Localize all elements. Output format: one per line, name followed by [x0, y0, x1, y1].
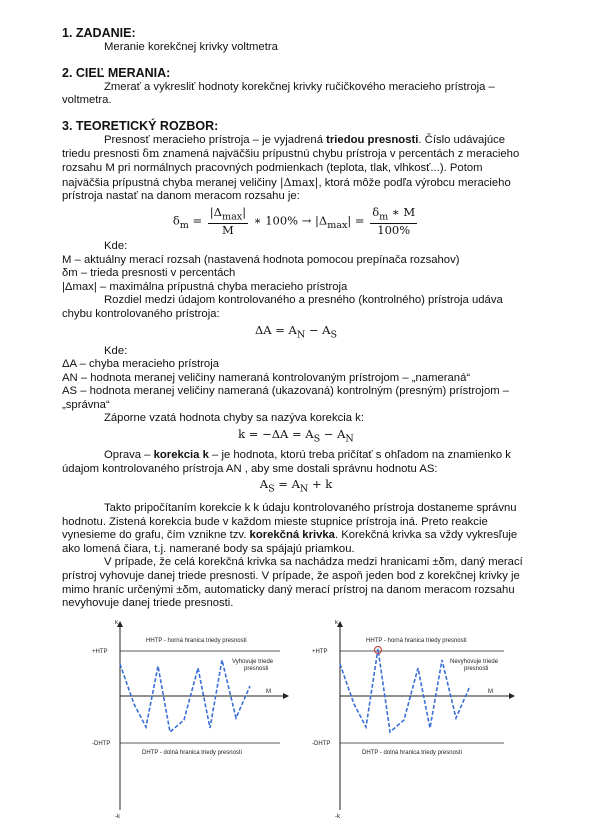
equation-4: $A_S = A_N + k$ — [259, 477, 333, 495]
definition-delta-A: ΔA – chyba meracieho prístroja — [62, 358, 219, 371]
equation-3: $k = -\Delta A = A_S - A_N$ — [238, 427, 354, 445]
bold-term: korekčná krivka — [249, 529, 335, 542]
k-label: k — [335, 620, 338, 626]
math-delta-m: δm — [142, 147, 160, 161]
x-axis-label: M — [266, 689, 271, 695]
lower-limit-caption: DHTP - dolná hranica triedy presnosti — [362, 750, 462, 756]
text: Takto pripočítaním korekcie k k údaju kontrolovaného prístroja dostaneme správnu hodnotu. Zistená korekcia bude v každom mieste stupnice prístroja iná. Preto reakcie vynesieme do grafu, čím vznikne tzv. — [62, 502, 517, 542]
paragraph-correction-curve — [62, 502, 530, 556]
section-2-text: Zmerať a vykresliť hodnoty korekčnej krivky ručičkového meracieho prístroja – voltmetra. — [62, 80, 495, 107]
verdict-line-1: Nevyhovuje triede — [450, 659, 499, 665]
text: znamená najväčšiu prípustnú chybu prístroja v percentách z meracieho rozsahu M pri normálnych pracovných podmienkach (teplota, tlak, vlhkosť...). Potom najväčšia prípustná chyba meranej veličiny — [62, 148, 520, 189]
paragraph-correction: Záporne vzatá hodnota chyby sa nazýva korekcia k: — [104, 412, 364, 425]
section-1-title: 1. ZADANIE: — [62, 26, 136, 40]
definition-AS: AS – hodnota meranej veličiny nameraná (ukazovaná) kontrolným (presným) prístrojom – „správna“ — [62, 385, 510, 411]
text: Oprava – — [104, 448, 154, 461]
lower-limit-caption: DHTP - dolná hranica triedy presnosti — [142, 750, 242, 756]
document-body — [62, 26, 530, 611]
bold-term: korekcia k — [153, 448, 209, 461]
dhtp-label: -DHTP — [312, 741, 331, 747]
definition-delta-max: |Δmax| – maximálna prípustná chyba meracieho prístroja — [62, 280, 348, 293]
text: . Číslo udávajúce triedu presnosti — [62, 133, 506, 161]
htp-label: +HTP — [92, 649, 108, 655]
illustration-pair — [62, 620, 530, 820]
definition-M: M – aktuálny merací rozsah (nastavená hodnota pomocou prepínača rozsahov) — [62, 253, 460, 266]
upper-limit-caption: HHTP - horná hranica triedy presnosti — [366, 638, 467, 644]
section-3-title: 3. TEORETICKÝ ROZBOR: — [62, 118, 219, 133]
text: – je hodnota, ktorú treba pričítať s ohľadom na znamienko k údajom kontrolovaného prístroja AN , aby sme dostali správnu hodnotu AS: — [62, 448, 511, 475]
minus-k-label: -k — [115, 814, 120, 820]
x-axis-label: M — [488, 689, 493, 695]
paragraph-error: Rozdiel medzi údajom kontrolovaného a presného (kontrolného) prístroja udáva chybu kontrolovaného prístroja: — [62, 294, 503, 321]
section-1-text: Meranie korekčnej krivky voltmetra — [104, 41, 278, 53]
text: Presnosť meracieho prístroja – je vyjadrená — [104, 133, 327, 146]
correction-curve-fail-figure — [298, 620, 528, 820]
definition-delta-m: δm – trieda presnosti v percentách — [62, 267, 236, 280]
verdict-line-1: Vyhovuje triede — [232, 659, 274, 665]
correction-curve-ok-figure — [80, 620, 300, 820]
paragraph-tolerance: V prípade, že celá korekčná krivka sa nachádza medzi hranicami ±δm, daný merací prístroj vyhovuje danej triede presnosti. V prípade, že aspoň jeden bod z korekčnej krivky je mimo hraníc určenými ±δm, automaticky daný merací prístroj na danom meracom rozsahu nevyhovuje danej triede presnosti. — [62, 556, 523, 610]
math-delta-max: |Δmax| — [279, 175, 319, 189]
text: . Korekčná krivka sa vždy vykresľuje ako lomená čiara, t.j. namerané body sa spájajú priamkou. — [62, 529, 518, 555]
upper-limit-caption: HHTP - horná hranica triedy presnosti — [146, 638, 247, 644]
text: , ktorá môže podľa výrobcu meracieho prístroja nastať na danom meracom rozsahu je: — [62, 176, 511, 203]
bold-term: triedou presnosti — [326, 133, 419, 146]
minus-k-label: -k — [335, 814, 340, 820]
htp-label: +HTP — [312, 649, 328, 655]
paragraph-correction-k — [62, 449, 530, 476]
equation-1: $\delta_m$ = $\frac{|\Delta_{max}|}{M}$ ∗ $100\% \to |\Delta_{max}|$ = $\frac{\delta_m ∗ M}{100\%}$ — [172, 204, 416, 238]
where-label-2: Kde: — [104, 344, 128, 357]
paragraph-accuracy — [62, 134, 530, 204]
equation-2: $\Delta A = A_N - A_S$ — [254, 322, 338, 340]
verdict-line-2: presnosti — [244, 666, 269, 672]
verdict-line-2: presnosti — [464, 666, 489, 672]
dhtp-label: -DHTP — [92, 741, 111, 747]
k-label: k — [115, 620, 118, 626]
definition-AN: AN – hodnota meranej veličiny nameraná kontrolovaným prístrojom – „nameraná“ — [62, 371, 471, 384]
where-label-1: Kde: — [104, 240, 128, 253]
section-2-title: 2. CIEĽ MERANIA: — [62, 65, 171, 80]
